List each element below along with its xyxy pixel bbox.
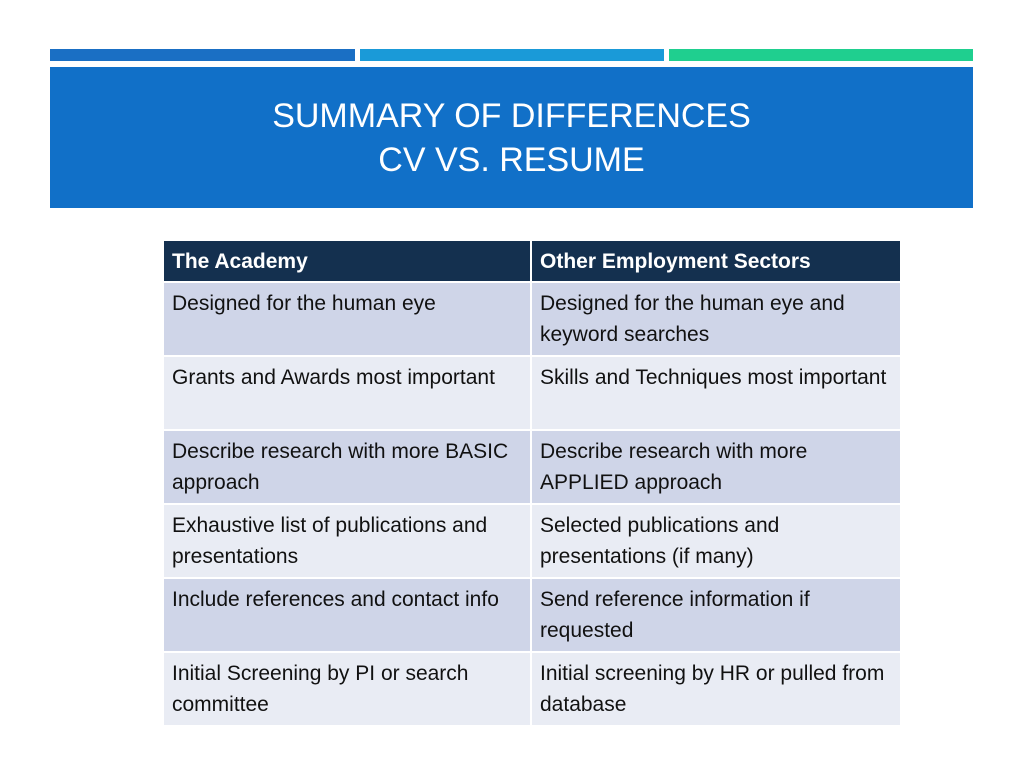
table-row xyxy=(163,578,901,652)
title-banner xyxy=(50,67,973,208)
table-cell: Designed for the human eye xyxy=(163,282,531,356)
table-cell: Exhaustive list of publications and presentations xyxy=(163,504,531,578)
table-cell: Selected publications and presentations (if many) xyxy=(531,504,901,578)
comparison-table xyxy=(162,239,902,727)
table-row xyxy=(163,356,901,430)
slide-title-line-1: SUMMARY OF DIFFERENCES xyxy=(272,96,751,135)
table-cell: Describe research with more APPLIED approach xyxy=(531,430,901,504)
table-row xyxy=(163,652,901,726)
table-cell: Skills and Techniques most important xyxy=(531,356,901,430)
table-cell: Describe research with more BASIC approach xyxy=(163,430,531,504)
table-row xyxy=(163,504,901,578)
table-cell: Send reference information if requested xyxy=(531,578,901,652)
table-header-row xyxy=(163,240,901,282)
table-cell: Designed for the human eye and keyword searches xyxy=(531,282,901,356)
table-cell: Include references and contact info xyxy=(163,578,531,652)
accent-bar-green xyxy=(669,49,973,61)
column-header-other-sectors: Other Employment Sectors xyxy=(531,240,901,282)
accent-bar-light-blue xyxy=(360,49,664,61)
slide-title-line-2: CV VS. RESUME xyxy=(378,140,645,179)
table-cell: Initial screening by HR or pulled from database xyxy=(531,652,901,726)
accent-bar-blue xyxy=(50,49,355,61)
table-cell: Initial Screening by PI or search committee xyxy=(163,652,531,726)
table-row xyxy=(163,430,901,504)
table-cell: Grants and Awards most important xyxy=(163,356,531,430)
column-header-academy: The Academy xyxy=(163,240,531,282)
table-row xyxy=(163,282,901,356)
